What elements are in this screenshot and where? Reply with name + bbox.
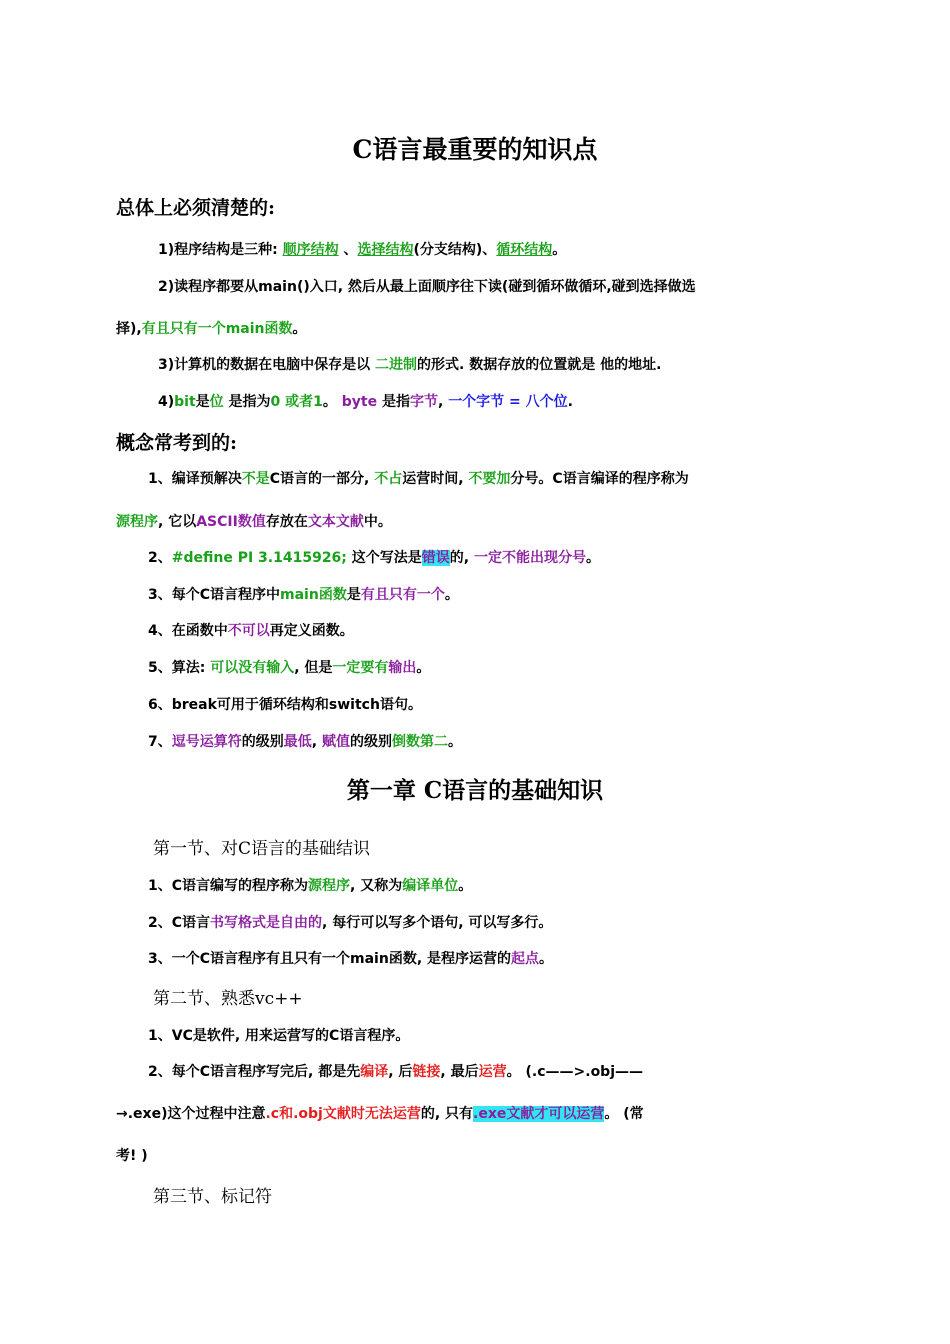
concept-item-3: 3、每个C语言程序中main函数是有且只有一个。 [148,587,459,603]
section2-item-2: 2、每个C语言程序写完后, 都是先编译, 后链接, 最后运营。 (.c——>.obj—— [148,1064,644,1080]
concept-item-6: 6、break可用于循环结构和switch语句。 [148,697,422,713]
overall-item-2-cont: 择),有且只有一个main函数。 [116,321,307,337]
concept-item-7: 7、逗号运算符的级别最低, 赋值的级别倒数第二。 [148,734,462,750]
concept-item-1: 1、编译预解决不是C语言的一部分, 不占运营时间, 不要加分号。C语言编译的程序称为 [148,471,689,487]
section1-item-1: 1、C语言编写的程序称为源程序, 又称为编译单位。 [148,878,473,894]
concept-item-2: 2、#define PI 3.1415926; 这个写法是错误的, 一定不能出现分号。 [148,550,600,566]
section-heading-1: 第一节、对C语言的基础结识 [153,839,371,859]
section-heading-overall: 总体上必须清楚的: [116,197,276,219]
section-heading-3: 第三节、标记符 [153,1187,272,1207]
section2-item-2-cont: →.exe)这个过程中注意.c和.obj文献时无法运营的, 只有.exe文献才可以运营。 (常 [116,1106,644,1122]
concept-item-1-cont: 源程序, 它以ASCII数值存放在文本文献中。 [116,514,392,530]
overall-item-2: 2)读程序都要从main()入口, 然后从最上面顺序往下读(碰到循环做循环,碰到选择做选 [158,279,696,295]
section1-item-3: 3、一个C语言程序有且只有一个main函数, 是程序运营的起点。 [148,951,554,967]
overall-item-4: 4)bit是位 是指为0 或者1。 byte 是指字节, 一个字节 = 八个位. [158,394,573,410]
concept-item-4: 4、在函数中不可以再定义函数。 [148,623,354,639]
section1-item-2: 2、C语言书写格式是自由的, 每行可以写多个语句, 可以写多行。 [148,915,553,931]
section2-item-1: 1、VC是软件, 用来运营写的C语言程序。 [148,1028,410,1044]
section-heading-concepts: 概念常考到的: [116,432,238,454]
document-title: C语言最重要的知识点 [352,135,598,164]
overall-item-3: 3)计算机的数据在电脑中保存是以 二进制的形式. 数据存放的位置就是 他的地址. [158,357,662,373]
concept-item-5: 5、算法: 可以没有输入, 但是一定要有输出。 [148,660,431,676]
section2-item-2-cont2: 考! ) [116,1148,148,1164]
chapter-title: 第一章 C语言的基础知识 [346,777,604,804]
section-heading-2: 第二节、熟悉vc++ [153,989,303,1009]
overall-item-1: 1)程序结构是三种: 顺序结构 、选择结构(分支结构)、循环结构。 [158,242,567,258]
